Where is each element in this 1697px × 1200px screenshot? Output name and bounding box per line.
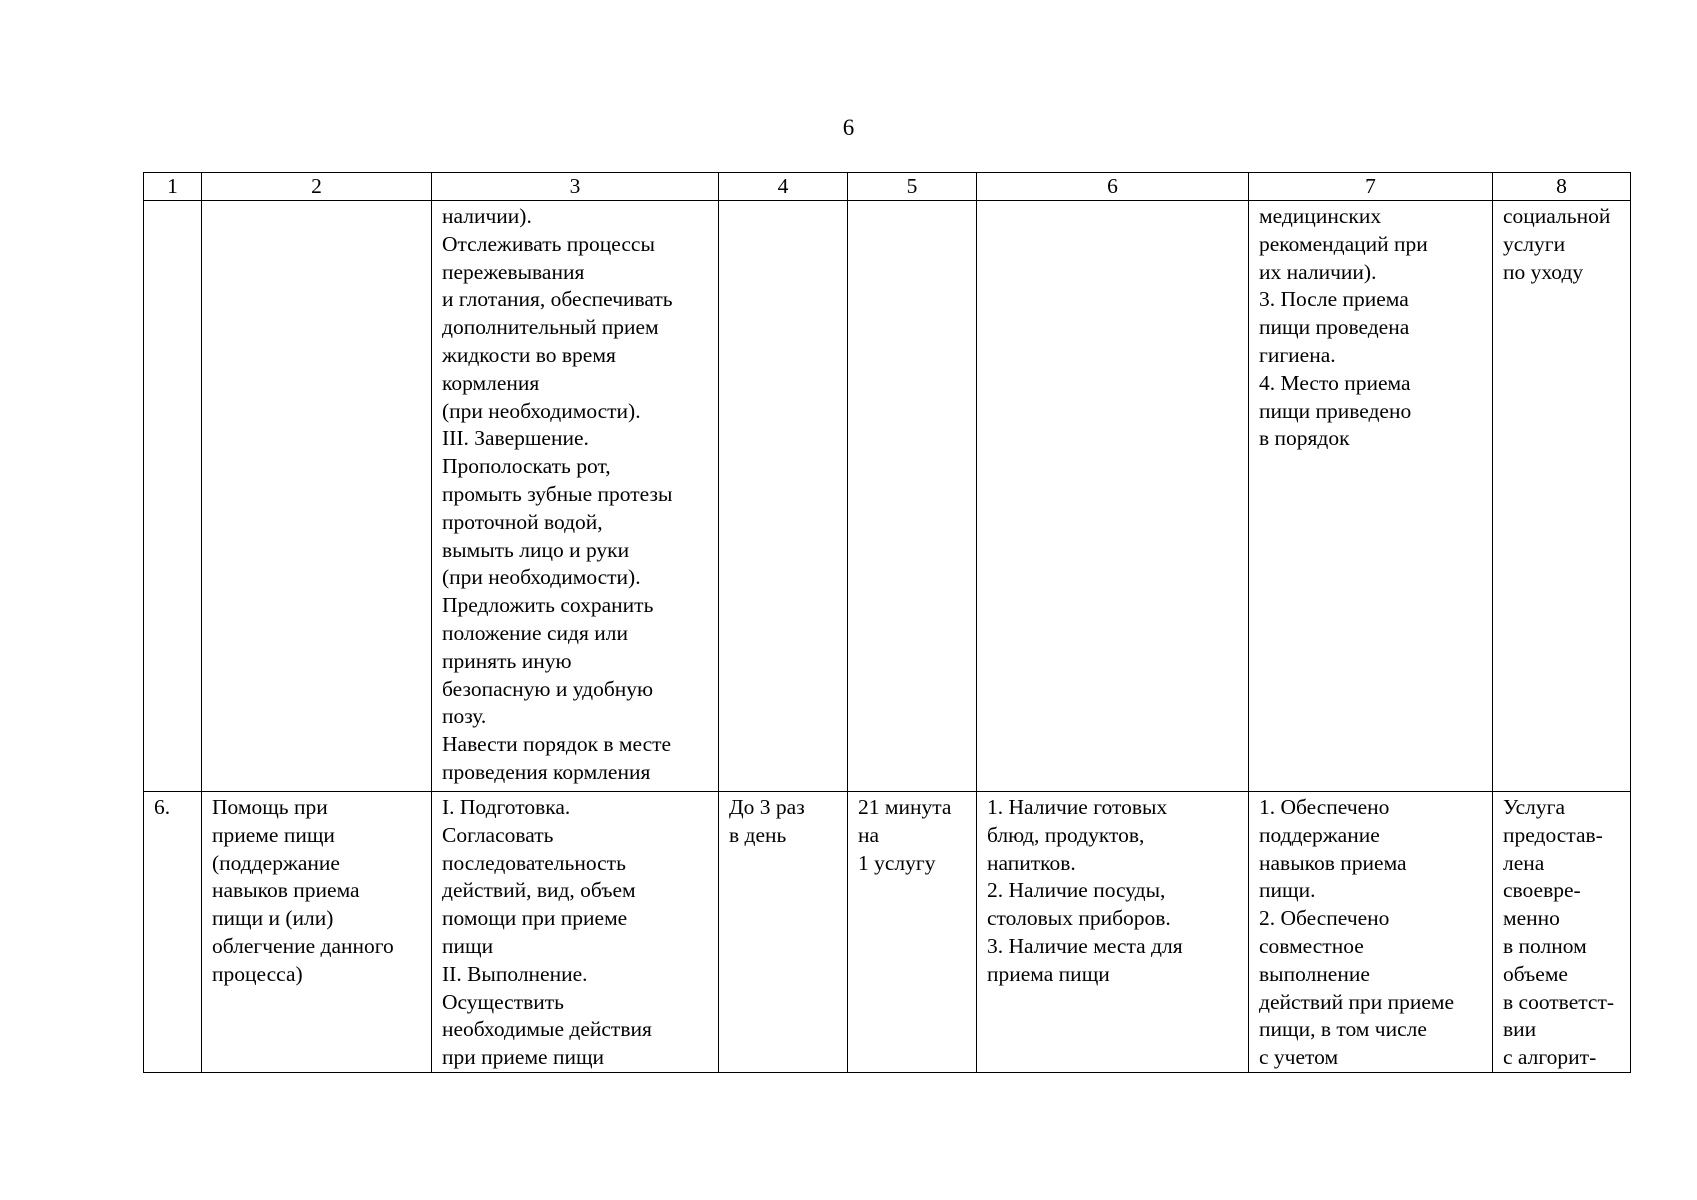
service-name-cell: Помощь при приеме пищи (поддержание навыков приема пищи и (или) облегчение данного процесса): [202, 792, 432, 1073]
table-row: [144, 792, 1631, 1073]
column-number-7: 7: [1249, 173, 1493, 201]
column-number-1: 1: [144, 173, 202, 201]
column-number-6: 6: [977, 173, 1249, 201]
table-row: [144, 201, 1631, 792]
column-number-3: 3: [432, 173, 719, 201]
row-number-cell: [144, 201, 202, 792]
services-table: [143, 172, 1631, 1073]
column-number-2: 2: [202, 173, 432, 201]
frequency-cell: До 3 раз в день: [719, 792, 848, 1073]
column-number-5: 5: [848, 173, 977, 201]
page-number: 6: [842, 115, 855, 140]
table-header-row: [144, 173, 1631, 201]
quality-indicators-cell: медицинских рекомендаций при их наличии). 3. После приема пищи проведена гигиена. 4. Место приема пищи приведено в порядок: [1249, 201, 1493, 792]
service-content-cell: наличии). Отслеживать процессы пережевывания и глотания, обеспечивать дополнительный прием жидкости во время кормления (при необходимости). III. Завершение. Прополоскать рот, промыть зубные протезы проточной водой, вымыть лицо и руки (при необходимости). Предложить сохранить положение сидя или принять иную безопасную и удобную позу. Навести порядок в месте проведения кормления: [432, 201, 719, 792]
column-number-8: 8: [1493, 173, 1631, 201]
evaluation-cell: Услуга предостав- лена своевре- менно в полном объеме в соответст- вии с алгорит-: [1493, 792, 1631, 1073]
time-norm-cell: [848, 201, 977, 792]
service-name-cell: [202, 201, 432, 792]
frequency-cell: [719, 201, 848, 792]
column-number-4: 4: [719, 173, 848, 201]
evaluation-cell: социальной услуги по уходу: [1493, 201, 1631, 792]
conditions-cell: [977, 201, 1249, 792]
service-content-cell: I. Подготовка. Согласовать последовательность действий, вид, объем помощи при приеме пищи II. Выполнение. Осуществить необходимые действия при приеме пищи: [432, 792, 719, 1073]
quality-indicators-cell: 1. Обеспечено поддержание навыков приема пищи. 2. Обеспечено совместное выполнение действий при приеме пищи, в том числе с учетом: [1249, 792, 1493, 1073]
time-norm-cell: 21 минута на 1 услугу: [848, 792, 977, 1073]
conditions-cell: 1. Наличие готовых блюд, продуктов, напитков. 2. Наличие посуды, столовых приборов. 3. Наличие места для приема пищи: [977, 792, 1249, 1073]
row-number-cell: 6.: [144, 792, 202, 1073]
